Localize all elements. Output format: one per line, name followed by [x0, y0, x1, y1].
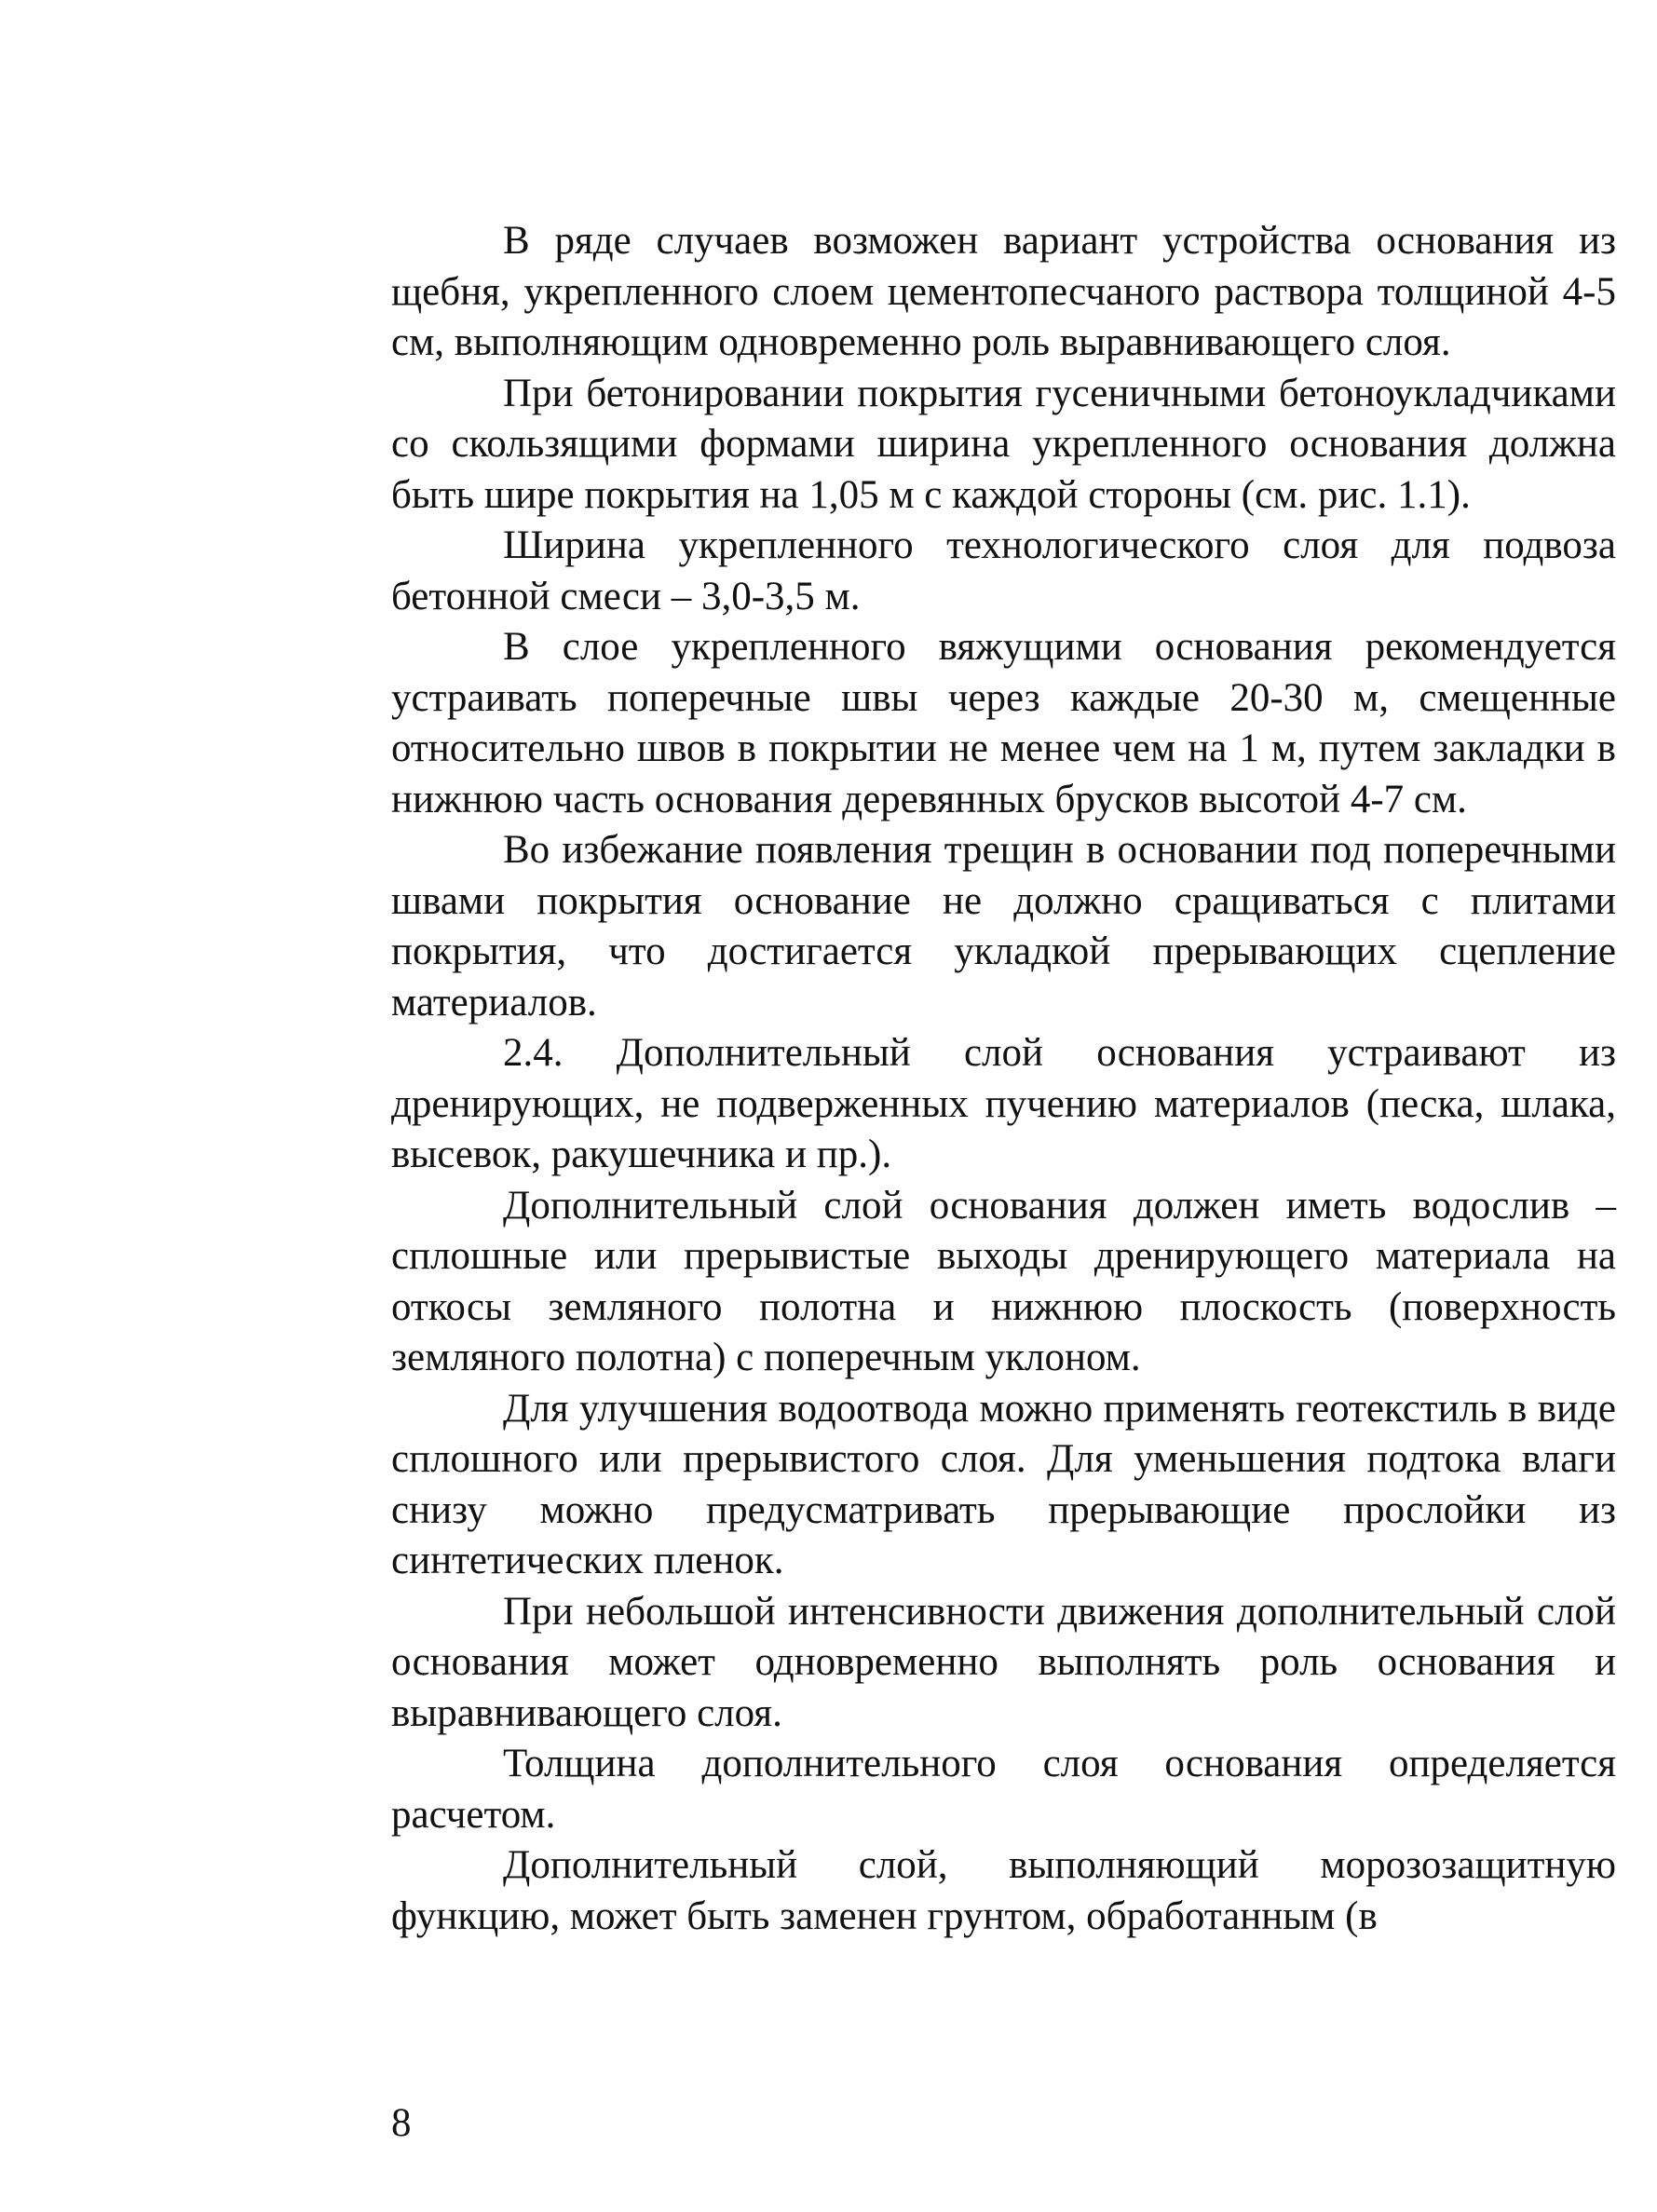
page-number: 8	[391, 2101, 412, 2145]
paragraph-low-traffic: При небольшой интенсивности движения дополнительный слой основания может одновременно выполнять роль основания и выравнивающего слоя.	[391, 1589, 1616, 1735]
paragraph-foundation-variant: В ряде случаев возможен вариант устройства основания из щебня, укрепленного слоем цементопесчаного раствора толщиной 4-5 см, выполняющим одновременно роль выравнивающего слоя.	[391, 219, 1616, 364]
body-text	[391, 216, 1616, 1942]
paragraph-crack-prevention: Во избежание появления трещин в основании под поперечными швами покрытия основание не должно сращиваться с плитами покрытия, что достигается укладкой прерывающих сцепление материалов.	[391, 828, 1616, 1025]
paragraph-geotextile: Для улучшения водоотвода можно применять геотекстиль в виде сплошного или прерывистого слоя. Для уменьшения подтока влаги снизу можно предусматривать прерывающие прослойки из синтетических пленок.	[391, 1386, 1616, 1582]
paragraph-transverse-joints: В слое укрепленного вяжущими основания рекомендуется устраивать поперечные швы через каждые 20-30 м, смещенные относительно швов в покрытии не менее чем на 1 м, путем закладки в нижнюю часть основания деревянных брусков высотой 4-7 см.	[391, 625, 1616, 821]
paragraph-tech-layer-width: Ширина укрепленного технологического слоя для подвоза бетонной смеси – 3,0-3,5 м.	[391, 523, 1616, 618]
paragraph-section-2-4: 2.4. Дополнительный слой основания устраивают из дренирующих, не подверженных пучению материалов (песка, шлака, высевок, ракушечника и пр.).	[391, 1031, 1616, 1176]
paragraph-frost-protection: Дополнительный слой, выполняющий морозозащитную функцию, может быть заменен грунтом, обработанным (в	[391, 1843, 1616, 1938]
paragraph-thickness-calculation: Толщина дополнительного слоя основания определяется расчетом.	[391, 1742, 1616, 1837]
paragraph-drainage-outlet: Дополнительный слой основания должен иметь водослив – сплошные или прерывистые выходы дренирующего материала на откосы земляного полотна и нижнюю плоскость (поверхность земляного полотна) с поперечным уклоном.	[391, 1183, 1616, 1379]
paragraph-paver-width: При бетонировании покрытия гусеничными бетоноукладчиками со скользящими формами ширина укрепленного основания должна быть шире покрытия на 1,05 м с каждой стороны (см. рис. 1.1).	[391, 371, 1616, 517]
